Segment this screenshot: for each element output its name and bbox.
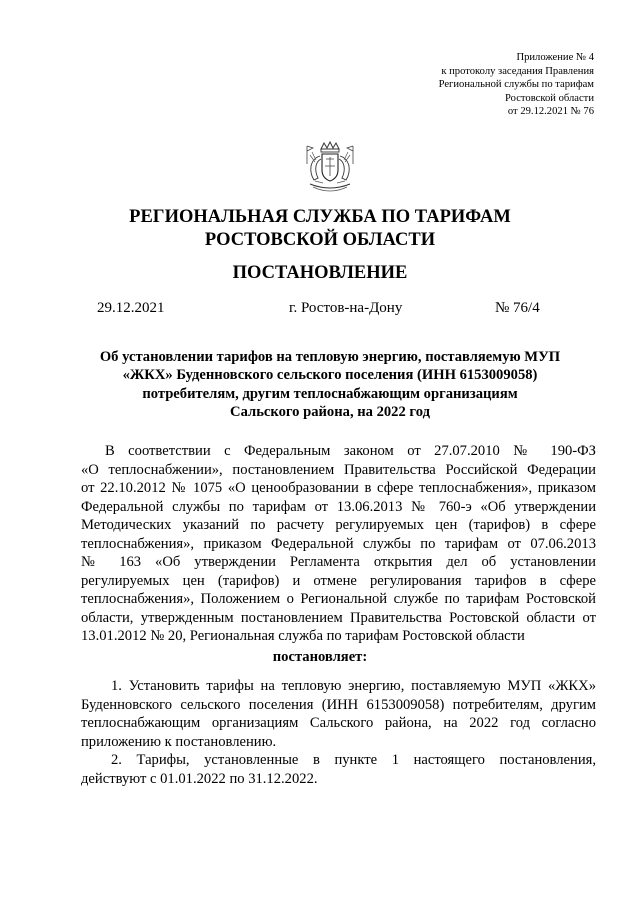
basis-line: Федеральной службы по тарифам от 13.06.2013 № 760-э «Об утверждении bbox=[81, 498, 596, 515]
document-date: 29.12.2021 bbox=[97, 300, 165, 316]
document-subject bbox=[80, 348, 580, 422]
subject-line: Об установлении тарифов на тепловую энергию, поставляемую МУП bbox=[99, 349, 561, 365]
item-line: приложению к постановлению. bbox=[81, 733, 277, 750]
subject-line: потребителям, другим теплоснабжающим организациям bbox=[142, 385, 518, 402]
basis-line: Методических указаний по расчету регулируемых цен (тарифов) в сфере bbox=[81, 517, 596, 534]
appendix-line: к протоколу заседания Правления bbox=[441, 65, 594, 77]
appendix-line: Приложение № 4 bbox=[516, 52, 594, 63]
rostov-coat-of-arms-icon bbox=[301, 140, 359, 198]
appendix-line: Региональной службы по тарифам bbox=[438, 79, 594, 91]
document-number: № 76/4 bbox=[495, 300, 540, 316]
item-line: действуют с 01.01.2022 по 31.12.2022. bbox=[81, 770, 318, 787]
organization-title-line-2: РОСТОВСКОЙ ОБЛАСТИ bbox=[204, 230, 436, 250]
subject-line: Сальского района, на 2022 год bbox=[230, 404, 430, 421]
basis-line: области, утвержденным постановлением Правительства Ростовской области от bbox=[81, 609, 596, 626]
resolution-item-2 bbox=[81, 751, 596, 788]
organization-title-line-1: РЕГИОНАЛЬНАЯ СЛУЖБА ПО ТАРИФАМ bbox=[129, 207, 511, 227]
appendix-line: Ростовской области bbox=[505, 92, 594, 104]
basis-line: «О теплоснабжении», постановлением Правительства Российской Федерации bbox=[81, 461, 596, 478]
document-type-heading: ПОСТАНОВЛЕНИЕ bbox=[232, 263, 408, 283]
subject-line: «ЖКХ» Буденновского сельского поселения (ИНН 6153009058) bbox=[122, 367, 538, 384]
basis-line: В соответствии с Федеральным законом от 27.07.2010 № 190-ФЗ bbox=[105, 443, 596, 459]
basis-line: регулируемых цен (тарифов) и отмене регулирования тарифов в сфере bbox=[81, 572, 596, 589]
item-line: теплоснабжающим организациям Сальского района, на 2022 год согласно bbox=[81, 715, 596, 732]
document-city: г. Ростов-на-Дону bbox=[289, 300, 403, 316]
item-line: Буденновского сельского поселения (ИНН 6153009058) потребителям, другим bbox=[81, 696, 596, 713]
basis-line: № 163 «Об утверждении Регламента открытия дел об установлении bbox=[81, 554, 596, 571]
resolution-item-1 bbox=[81, 677, 596, 751]
appendix-line: от 29.12.2021 № 76 bbox=[507, 106, 594, 118]
appendix-note bbox=[334, 51, 594, 119]
basis-line: теплоснабжения», приказом Федеральной службы по тарифам от 07.06.2013 bbox=[81, 535, 596, 552]
resolves-heading: постановляет: bbox=[272, 649, 368, 665]
basis-line: теплоснабжения», Положением о Региональной службе по тарифам Ростовской bbox=[81, 591, 596, 608]
legal-basis-paragraph bbox=[81, 442, 596, 646]
item-line: 2. Тарифы, установленные в пункте 1 настоящего постановления, bbox=[111, 752, 596, 768]
item-line: 1. Установить тарифы на тепловую энергию, поставляемую МУП «ЖКХ» bbox=[111, 678, 596, 694]
basis-line: 13.01.2012 № 20, Региональная служба по тарифам Ростовской области bbox=[81, 628, 525, 645]
basis-line: от 22.10.2012 № 1075 «О ценообразовании в сфере теплоснабжения», приказом bbox=[81, 480, 596, 497]
